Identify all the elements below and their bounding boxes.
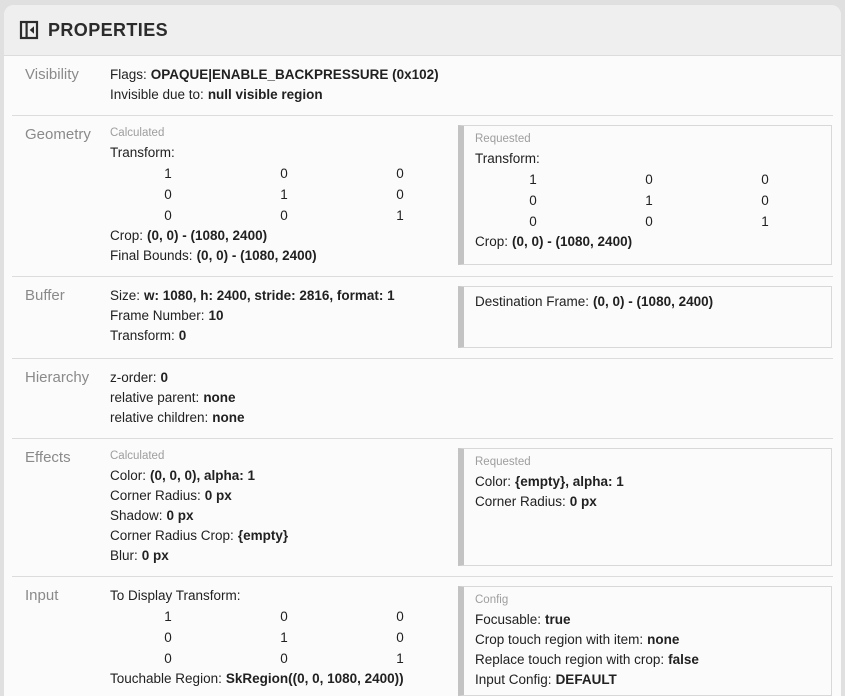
geometry-calculated <box>110 125 458 266</box>
replace-touch-value: false <box>668 652 699 667</box>
blur-label: Blur: <box>110 548 138 563</box>
touchable-region-row <box>110 669 458 689</box>
crop-label: Crop: <box>475 234 509 249</box>
size-value: w: 1080, h: 2400, stride: 2816, format: 1 <box>144 288 395 303</box>
color-row <box>110 466 458 486</box>
flags-row <box>110 65 458 85</box>
crop-touch-label: Crop touch region with item: <box>475 632 644 647</box>
touchable-region-label: Touchable Region: <box>110 671 222 686</box>
matrix-cell: 1 <box>280 630 288 645</box>
destination-frame-label: Destination Frame: <box>475 294 590 309</box>
panel-header <box>4 5 841 56</box>
focusable-label: Focusable: <box>475 612 542 627</box>
to-display-transform-matrix <box>110 606 458 669</box>
corner-radius-crop-value: {empty} <box>237 528 289 543</box>
blur-value: 0 px <box>141 548 169 563</box>
effects-requested <box>458 448 832 566</box>
final-bounds-row <box>110 246 458 266</box>
matrix-cell: 0 <box>761 193 769 208</box>
collapse-panel-icon[interactable] <box>19 20 39 40</box>
effects-calculated <box>110 448 458 566</box>
relative-children-label: relative children: <box>110 410 209 425</box>
matrix-cell: 0 <box>280 609 288 624</box>
calculated-transform-matrix <box>110 163 458 226</box>
flags-value: OPAQUE|ENABLE_BACKPRESSURE (0x102) <box>150 67 439 82</box>
color-value: {empty}, alpha: 1 <box>515 474 624 489</box>
relative-parent-label: relative parent: <box>110 390 200 405</box>
crop-value: (0, 0) - (1080, 2400) <box>147 228 268 243</box>
section-effects-label: Effects <box>25 449 71 466</box>
matrix-cell: 0 <box>396 609 404 624</box>
replace-touch-row <box>475 650 823 670</box>
crop-value: (0, 0) - (1080, 2400) <box>512 234 633 249</box>
matrix-cell: 1 <box>280 187 288 202</box>
matrix-cell: 0 <box>280 166 288 181</box>
corner-radius-crop-row <box>110 526 458 546</box>
buffer-transform-row <box>110 326 458 346</box>
config-group-label: Config <box>475 594 509 606</box>
section-hierarchy-label: Hierarchy <box>25 369 90 386</box>
crop-row <box>475 232 823 252</box>
crop-touch-value: none <box>647 632 680 647</box>
matrix-cell: 0 <box>761 172 769 187</box>
color-row <box>475 472 823 492</box>
matrix-cell: 0 <box>529 214 537 229</box>
hierarchy-content <box>110 368 458 428</box>
corner-radius-row <box>475 492 823 512</box>
section-buffer <box>12 276 833 358</box>
matrix-cell: 0 <box>396 187 404 202</box>
corner-radius-crop-label: Corner Radius Crop: <box>110 528 234 543</box>
matrix-cell: 1 <box>529 172 537 187</box>
section-effects <box>12 438 833 576</box>
shadow-label: Shadow: <box>110 508 163 523</box>
touchable-region-value: SkRegion((0, 0, 1080, 2400)) <box>225 671 404 686</box>
panel-title: PROPERTIES <box>48 19 169 40</box>
buffer-transform-value: 0 <box>178 328 187 343</box>
buffer-content <box>110 286 458 346</box>
matrix-cell: 0 <box>164 630 172 645</box>
color-label: Color: <box>475 474 512 489</box>
buffer-requested <box>458 286 832 348</box>
buffer-transform-label: Transform: <box>110 328 175 343</box>
relative-parent-value: none <box>203 390 236 405</box>
z-order-label: z-order: <box>110 370 157 385</box>
section-input-label: Input <box>25 587 59 604</box>
requested-transform-matrix <box>475 169 823 232</box>
shadow-row <box>110 506 458 526</box>
matrix-cell: 0 <box>164 651 172 666</box>
corner-radius-row <box>110 486 458 506</box>
focusable-value: true <box>545 612 571 627</box>
matrix-cell: 0 <box>529 193 537 208</box>
transform-label: Transform: <box>110 145 175 160</box>
input-config-label: Input Config: <box>475 672 552 687</box>
calculated-group-label: Calculated <box>110 127 165 139</box>
crop-row <box>110 226 458 246</box>
corner-radius-label: Corner Radius: <box>475 494 566 509</box>
matrix-cell: 0 <box>280 208 288 223</box>
section-geometry-label: Geometry <box>25 126 91 143</box>
section-hierarchy <box>12 358 833 438</box>
shadow-value: 0 px <box>166 508 194 523</box>
matrix-cell: 0 <box>645 172 653 187</box>
matrix-cell: 0 <box>645 214 653 229</box>
corner-radius-value: 0 px <box>569 494 597 509</box>
blur-row <box>110 546 458 566</box>
crop-touch-row <box>475 630 823 650</box>
matrix-cell: 1 <box>396 651 404 666</box>
matrix-cell: 0 <box>396 630 404 645</box>
corner-radius-value: 0 px <box>204 488 232 503</box>
requested-box <box>458 125 832 265</box>
matrix-cell: 1 <box>164 166 172 181</box>
requested-group-label: Requested <box>475 133 531 145</box>
relative-parent-row <box>110 388 458 408</box>
relative-children-value: none <box>212 410 245 425</box>
config-box <box>458 586 832 696</box>
z-order-row <box>110 368 458 388</box>
matrix-cell: 0 <box>164 187 172 202</box>
color-label: Color: <box>110 468 147 483</box>
z-order-value: 0 <box>160 370 169 385</box>
input-config-value: DEFAULT <box>555 672 617 687</box>
relative-children-row <box>110 408 458 428</box>
matrix-cell: 1 <box>164 609 172 624</box>
frame-number-label: Frame Number: <box>110 308 205 323</box>
invisible-row <box>110 85 458 105</box>
calculated-group-label: Calculated <box>110 450 165 462</box>
size-row <box>110 286 458 306</box>
invisible-label: Invisible due to: <box>110 87 204 102</box>
to-display-transform-label: To Display Transform: <box>110 588 241 603</box>
destination-frame-box <box>458 286 832 348</box>
requested-group-label: Requested <box>475 456 531 468</box>
section-geometry <box>12 115 833 276</box>
matrix-cell: 1 <box>761 214 769 229</box>
flags-label: Flags: <box>110 67 147 82</box>
geometry-requested <box>458 125 832 265</box>
color-value: (0, 0, 0), alpha: 1 <box>150 468 256 483</box>
matrix-cell: 0 <box>164 208 172 223</box>
input-content <box>110 586 458 689</box>
matrix-cell: 1 <box>396 208 404 223</box>
replace-touch-label: Replace touch region with crop: <box>475 652 665 667</box>
matrix-cell: 0 <box>280 651 288 666</box>
size-label: Size: <box>110 288 141 303</box>
input-config <box>458 586 832 696</box>
matrix-cell: 0 <box>396 166 404 181</box>
focusable-row <box>475 610 823 630</box>
invisible-value: null visible region <box>207 87 323 102</box>
final-bounds-value: (0, 0) - (1080, 2400) <box>196 248 317 263</box>
section-visibility <box>12 56 833 115</box>
frame-number-value: 10 <box>208 308 224 323</box>
transform-label: Transform: <box>475 151 540 166</box>
input-config-row <box>475 670 823 690</box>
section-buffer-label: Buffer <box>25 287 65 304</box>
visibility-content <box>110 65 458 105</box>
crop-label: Crop: <box>110 228 144 243</box>
properties-panel <box>4 5 841 696</box>
destination-frame-row <box>475 292 823 312</box>
destination-frame-value: (0, 0) - (1080, 2400) <box>593 294 714 309</box>
section-input <box>12 576 833 696</box>
final-bounds-label: Final Bounds: <box>110 248 193 263</box>
matrix-cell: 1 <box>645 193 653 208</box>
section-visibility-label: Visibility <box>25 66 79 83</box>
frame-number-row <box>110 306 458 326</box>
corner-radius-label: Corner Radius: <box>110 488 201 503</box>
requested-box <box>458 448 832 566</box>
